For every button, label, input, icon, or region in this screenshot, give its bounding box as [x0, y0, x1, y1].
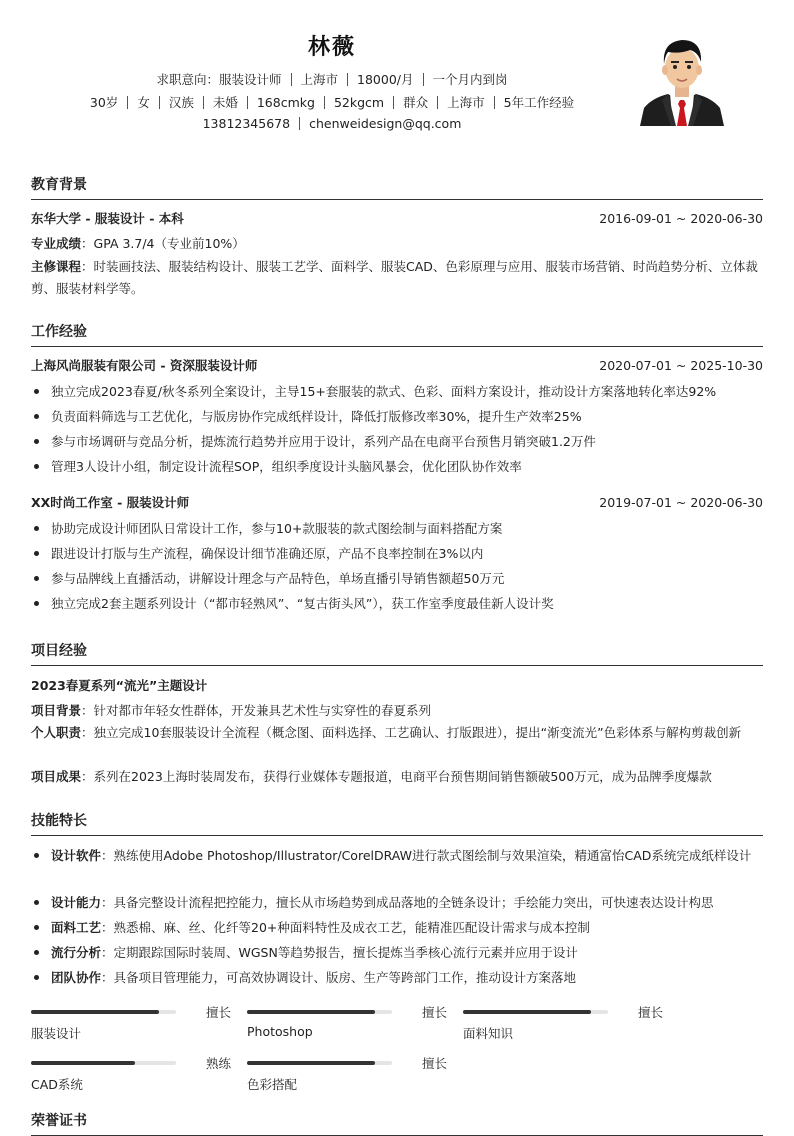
skill-bar-track — [463, 1010, 608, 1014]
list-item: 负责面料筛选与工艺优化，与版房协作完成纸样设计，降低打版修改率30%，提升生产效率25% — [31, 404, 763, 429]
list-item — [31, 843, 763, 868]
job-duties-list — [31, 379, 763, 479]
job-heading: XX时尚工作室 - 服装设计师 — [31, 495, 190, 510]
list-item: 独立完成2套主题系列设计（“都市轻熟风”、“复古街头风”），获工作室季度最佳新人设计奖 — [31, 591, 763, 616]
skills-list — [31, 843, 763, 990]
skill-bar-track — [247, 1010, 392, 1014]
gpa-label: 专业成绩 — [31, 236, 82, 251]
skill-text: ：熟悉棉、麻、丝、化纤等20+种面料特性及成衣工艺，能精准匹配设计需求与成本控制 — [101, 920, 590, 935]
skill-bar-fill — [247, 1061, 375, 1065]
education-courses — [31, 256, 763, 300]
education-entry — [31, 208, 763, 229]
skill-bar-fill — [247, 1010, 375, 1014]
project-background — [31, 700, 763, 722]
job-duties-list — [31, 516, 763, 616]
political-status: 群众 — [403, 95, 429, 110]
email: chenweidesign@qq.com — [309, 116, 462, 131]
job-entry — [31, 355, 763, 376]
skill-bar-track — [31, 1010, 176, 1014]
job-entry — [31, 492, 763, 513]
skill-name: 色彩搭配 — [247, 1077, 298, 1092]
list-item: 协助完成设计师团队日常设计工作，参与10+款服装的款式图绘制与面料搭配方案 — [31, 516, 763, 541]
project-result-text: ：系列在2023上海时装周发布，获得行业媒体专题报道，电商平台预售期间销售额破500万元，成为品牌季度爆款 — [81, 769, 712, 784]
job-period: 2020-07-01 ~ 2025-10-30 — [599, 358, 763, 373]
skill-text: ：具备完整设计流程把控能力，擅长从市场趋势到成品落地的全链条设计；手绘能力突出，可快速表达设计构思 — [101, 895, 714, 910]
availability: 一个月内到岗 — [432, 72, 508, 87]
list-item — [31, 915, 763, 940]
courses-value: ：时装画技法、服装结构设计、服装工艺学、面料学、服装CAD、色彩原理与应用、服装市场营销、时尚趋势分析、立体裁剪、服装材料学等。 — [31, 259, 758, 296]
target-city: 上海市 — [300, 72, 339, 87]
info-line-3 — [0, 116, 664, 131]
skill-label: 流行分析 — [51, 945, 102, 960]
skill-text: ：熟练使用Adobe Photoshop/Illustrator/CorelDRAW进行款式图绘制与效果渲染，精通富怡CAD系统完成纸样设计 — [101, 848, 752, 863]
weight: 52kgcm — [333, 95, 385, 110]
height: 168cmkg — [256, 95, 315, 110]
phone: 13812345678 — [202, 116, 291, 131]
info-line-2 — [0, 93, 664, 111]
skill-level: 擅长 — [421, 1056, 447, 1071]
education-period: 2016-09-01 ~ 2020-06-30 — [599, 211, 763, 226]
age: 30岁 — [89, 95, 119, 110]
skill-text: ：具备项目管理能力，可高效协调设计、版房、生产等跨部门工作，推动设计方案落地 — [101, 970, 577, 985]
skill-level: 擅长 — [205, 1005, 231, 1020]
list-item: 管理3人设计小组，制定设计流程SOP，组织季度设计头脑风暴会，优化团队协作效率 — [31, 454, 763, 479]
skill-bar-fill — [31, 1010, 159, 1014]
courses-label: 主修课程 — [31, 259, 82, 274]
section-title-skills: 技能特长 — [31, 810, 763, 836]
info-line-1 — [0, 70, 664, 88]
project-result — [31, 766, 763, 788]
skill-label: 面料工艺 — [51, 920, 102, 935]
list-item — [31, 940, 763, 965]
marital-status: 未婚 — [212, 95, 238, 110]
job-intention: 求职意向：服装设计师 — [156, 72, 282, 87]
gender: 女 — [137, 95, 150, 110]
list-item: 参与市场调研与竞品分析，提炼流行趋势并应用于设计，系列产品在电商平台预售月销突破1.2万件 — [31, 429, 763, 454]
list-item: 独立完成2023春夏/秋冬系列全案设计，主导15+套服装的款式、色彩、面料方案设计，推动设计方案落地转化率达92% — [31, 379, 763, 404]
skill-level: 擅长 — [637, 1005, 663, 1020]
avatar — [638, 28, 726, 126]
education-gpa — [31, 233, 763, 255]
skill-text: ：定期跟踪国际时装周、WGSN等趋势报告，擅长提炼当季核心流行元素并应用于设计 — [101, 945, 578, 960]
project-result-label: 项目成果 — [31, 769, 82, 784]
education-school: 东华大学 - 服装设计 - 本科 — [31, 211, 184, 226]
list-item: 跟进设计打版与生产流程，确保设计细节准确还原，产品不良率控制在3%以内 — [31, 541, 763, 566]
skill-name: Photoshop — [247, 1024, 313, 1039]
candidate-name: 林薇 — [307, 35, 356, 60]
list-item — [31, 965, 763, 990]
skill-bar-fill — [463, 1010, 591, 1014]
skill-level: 熟练 — [205, 1056, 231, 1071]
skill-bar-track — [31, 1061, 176, 1065]
skill-bar-fill — [31, 1061, 135, 1065]
skill-label: 设计软件 — [51, 848, 102, 863]
residence: 上海市 — [447, 95, 485, 110]
work-years: 5年工作经验 — [503, 95, 575, 110]
skill-name: 面料知识 — [463, 1026, 514, 1041]
job-heading: 上海风尚服装有限公司 - 资深服装设计师 — [31, 358, 258, 373]
section-title-honors: 荣誉证书 — [31, 1110, 763, 1136]
project-role-text: ：独立完成10套服装设计全流程（概念图、面料选择、工艺确认、打版跟进），提出“渐变流光”色彩体系与解构剪裁创新 — [81, 725, 742, 740]
skill-name: CAD系统 — [31, 1077, 83, 1092]
gpa-value: ：GPA 3.7/4（专业前10%） — [81, 236, 245, 251]
project-name-row — [31, 675, 763, 696]
project-role-label: 个人职责 — [31, 725, 82, 740]
section-title-work: 工作经验 — [31, 321, 763, 347]
project-bg-text: ：针对都市年轻女性群体，开发兼具艺术性与实穿性的春夏系列 — [81, 703, 432, 718]
list-item: 参与品牌线上直播活动，讲解设计理念与产品特色，单场直播引导销售额超50万元 — [31, 566, 763, 591]
project-name: 2023春夏系列“流光”主题设计 — [31, 678, 208, 693]
skill-name: 服装设计 — [31, 1026, 82, 1041]
skill-level: 擅长 — [421, 1005, 447, 1020]
project-role — [31, 722, 763, 744]
section-title-education: 教育背景 — [31, 174, 763, 200]
skill-label: 团队协作 — [51, 970, 102, 985]
section-title-project: 项目经验 — [31, 640, 763, 666]
project-bg-label: 项目背景 — [31, 703, 82, 718]
job-period: 2019-07-01 ~ 2020-06-30 — [599, 495, 763, 510]
skill-label: 设计能力 — [51, 895, 102, 910]
ethnicity: 汉族 — [168, 95, 194, 110]
skill-bar-track — [247, 1061, 392, 1065]
expected-salary: 18000/月 — [357, 72, 414, 87]
list-item — [31, 890, 763, 915]
